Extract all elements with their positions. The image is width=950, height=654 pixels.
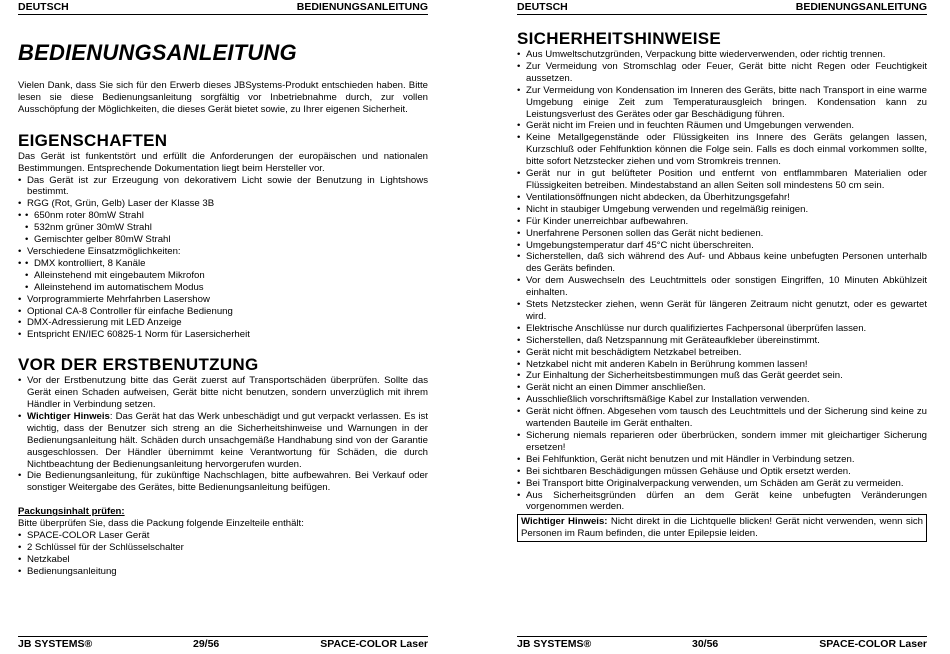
intro-paragraph: Vielen Dank, dass Sie sich für den Erwerb dieses JBSystems-Produkt entschieden haben. Bitte lesen sie diese Bedienungsanleitung sorgfältig vor Inbetriebnahme durch, zur vollen Ausschöpfung der Möglichkeiten, die dieses Gerät bietet sowie, zu Ihrer eigenen Sicherheit. xyxy=(18,80,428,115)
footer-brand: JB SYSTEMS® xyxy=(18,638,93,650)
sublist-modes xyxy=(18,258,428,294)
header-language: DEUTSCH xyxy=(18,1,69,13)
right-content xyxy=(517,29,927,542)
sublist-laser xyxy=(18,210,428,246)
list-item: • Das Gerät ist zur Erzeugung von dekorativem Licht sowie der Benutzung in Lightshows bestimmt. xyxy=(18,175,428,199)
safety-item: • Zur Einhaltung der Sicherheitsbestimmungen muß das Gerät geerdet sein. xyxy=(517,370,927,382)
list-item: • Gemischter gelber 80mW Strahl xyxy=(25,234,428,246)
safety-item: • Sicherung niemals reparieren oder überbrücken, sondern immer mit gleichartiger Sicherung ersetzen! xyxy=(517,430,927,454)
features-intro: Das Gerät ist funkentstört und erfüllt die Anforderungen der europäischen und nationalen Bestimmungen. Entsprechende Dokumentation liegt beim Hersteller vor. xyxy=(18,150,428,174)
list-item-group xyxy=(18,258,428,294)
package-title: Packungsinhalt prüfen: xyxy=(18,506,125,518)
list-item: • Verschiedene Einsatzmöglichkeiten: xyxy=(18,246,428,258)
safety-item: • Unerfahrene Personen sollen das Gerät nicht bedienen. xyxy=(517,228,927,240)
header-doc-title: BEDIENUNGSANLEITUNG xyxy=(795,1,927,13)
list-item: • DMX-Adressierung mit LED Anzeige xyxy=(18,317,428,329)
safety-item: • Gerät nicht im Freien und in feuchten Räumen und Umgebungen verwenden. xyxy=(517,120,927,132)
list-item: • RGG (Rot, Grün, Gelb) Laser der Klasse 3B xyxy=(18,198,428,210)
list-item: • 532nm grüner 30mW Strahl xyxy=(25,222,428,234)
main-title: BEDIENUNGSANLEITUNG xyxy=(18,40,297,65)
list-item: • SPACE-COLOR Laser Gerät xyxy=(18,530,428,542)
safety-item: • Zur Vermeidung von Stromschlag oder Feuer, Gerät bitte nicht Regen oder Feuchtigkeit aussetzen. xyxy=(517,61,927,85)
list-item: • Alleinstehend mit eingebautem Mikrofon xyxy=(25,270,428,282)
warning-text: Nicht direkt in die Lichtquelle blicken! Gerät nicht verwenden, wenn sich Personen im Raum befinden, die unter Epilepsie leiden. xyxy=(521,516,923,540)
safety-item: • Umgebungstemperatur darf 45°C nicht überschreiten. xyxy=(517,240,927,252)
safety-item: • Bei Transport bitte Originalverpackung verwenden, um Schäden am Gerät zu vermeiden. xyxy=(517,478,927,490)
header-language: DEUTSCH xyxy=(517,1,568,13)
page-footer xyxy=(517,636,927,653)
footer-page-number: 30/56 xyxy=(692,638,719,650)
features-list xyxy=(18,175,428,342)
first-use-list xyxy=(18,375,428,494)
safety-item: • Netzkabel nicht mit anderen Kabeln in Berührung kommen lassen! xyxy=(517,359,927,371)
safety-item: • Bei Fehlfunktion, Gerät nicht benutzen und mit Händler in Verbindung setzen. xyxy=(517,454,927,466)
page-header xyxy=(517,0,927,15)
footer-product: SPACE-COLOR Laser xyxy=(320,638,428,650)
safety-item: • Stets Netzstecker ziehen, wenn Gerät für längeren Zeitraum nicht genutzt, oder es gewartet wird. xyxy=(517,299,927,323)
list-item: • Entspricht EN/IEC 60825-1 Norm für Lasersicherheit xyxy=(18,329,428,341)
package-list xyxy=(18,530,428,578)
footer-brand: JB SYSTEMS® xyxy=(517,638,592,650)
list-item: • Optional CA-8 Controller für einfache Bedienung xyxy=(18,306,428,318)
important-text: : Das Gerät hat das Werk unbeschädigt und gut verpackt verlassen. Es ist wichtig, dass der Benutzer sich streng an die Sicherheitshinweise und Warnungen in der Bedienungsanleitung hält. Schäden durch unsachgemäße Handhabung sind von der Garantie ausgeschlossen. Der Händler übernimmt keine Verantwortung für Schäden, die durch Nichtbeachtung der Bedienungsanleitung hervorgerufen wurden. xyxy=(27,410,428,470)
safety-item: • Zur Vermeidung von Kondensation im Inneren des Geräts, bitte nach Transport in eine warme Umgebung einige Zeit zum Temperaturausgleich bringen. Kondensation kann zu Leistungsverlust des Gerätes oder gar Beschädigung führen. xyxy=(517,85,927,121)
safety-heading: SICHERHEITSHINWEISE xyxy=(517,29,722,48)
header-doc-title: BEDIENUNGSANLEITUNG xyxy=(296,1,428,13)
safety-item: • Bei sichtbaren Beschädigungen müssen Gehäuse und Optik ersetzt werden. xyxy=(517,466,927,478)
footer-page-number: 29/56 xyxy=(193,638,220,650)
list-item-group xyxy=(18,210,428,246)
safety-item: • Vor dem Auswechseln des Leuchtmittels oder sonstigen Eingriffen, 10 Minuten Abkühlzeit einhalten. xyxy=(517,275,927,299)
list-item: • Die Bedienungsanleitung, für zukünftige Nachschlagen, bitte aufbewahren. Bei Verkauf oder sonstiger Weitergabe des Gerätes, bitte Bedienungsanleitung beifügen. xyxy=(18,470,428,494)
safety-item: • Ventilationsöffnungen nicht abdecken, da Überhitzungsgefahr! xyxy=(517,192,927,204)
safety-item: • Ausschließlich vorschriftsmäßige Kabel zur Installation verwenden. xyxy=(517,394,927,406)
list-item: • • 650nm roter 80mW Strahl xyxy=(25,210,428,222)
footer-product: SPACE-COLOR Laser xyxy=(819,638,927,650)
list-item-important xyxy=(18,411,428,471)
safety-item: • Gerät nicht mit beschädigtem Netzkabel betreiben. xyxy=(517,347,927,359)
list-item: • Vorprogrammierte Mehrfahrben Lasershow xyxy=(18,294,428,306)
list-item: • Netzkabel xyxy=(18,554,428,566)
package-intro: Bitte überprüfen Sie, dass die Packung folgende Einzelteile enthält: xyxy=(18,518,304,530)
list-item: • • DMX kontrolliert, 8 Kanäle xyxy=(25,258,428,270)
list-item: • 2 Schlüssel für der Schlüsselschalter xyxy=(18,542,428,554)
safety-item: • Gerät nicht öffnen. Abgesehen vom tausch des Leuchtmittels und der Sicherung sind keine zu wartenden Bauteile im Gerät enthalten. xyxy=(517,406,927,430)
left-content xyxy=(18,40,428,578)
safety-item: • Aus Umweltschutzgründen, Verpackung bitte wiederverwenden, oder richtig trennen. xyxy=(517,49,927,61)
right-page xyxy=(517,0,927,654)
safety-item: • Für Kinder unerreichbar aufbewahren. xyxy=(517,216,927,228)
first-use-heading: VOR DER ERSTBENUTZUNG xyxy=(18,355,259,375)
left-page xyxy=(18,0,428,654)
safety-item: • Sicherstellen, daß Netzspannung mit Geräteaufkleber übereinstimmt. xyxy=(517,335,927,347)
safety-item: • Sicherstellen, daß sich während des Auf- und Abbaus keine unbefugten Personen unterhalb des Geräts befinden. xyxy=(517,251,927,275)
safety-item: • Aus Sicherheitsgründen dürfen an dem Gerät keine unbefugten Veränderungen vorgenommen werden. xyxy=(517,490,927,514)
list-item: • Bedienungsanleitung xyxy=(18,566,428,578)
safety-item: • Keine Metallgegenstände oder Flüssigkeiten ins Innere des Geräts gelangen lassen, Kurzschluß oder Fehlfunktion können die Folge sein. Falls es doch einmal vorkommen sollte, bitte sofort Netzstecker ziehen und vom Stromkreis trennen. xyxy=(517,132,927,168)
safety-item: • Gerät nur in gut belüfteter Position und entfernt von entflammbaren Materialien oder Flüssigkeiten betreiben. Mindestabstand an allen Seiten soll mindestens 50 cm sein. xyxy=(517,168,927,192)
safety-item: • Gerät nicht an einen Dimmer anschließen. xyxy=(517,382,927,394)
list-item: • Alleinstehend im automatischem Modus xyxy=(25,282,428,294)
important-label: Wichtiger Hinweis xyxy=(27,410,110,422)
page-footer xyxy=(18,636,428,653)
page-header xyxy=(18,0,428,15)
safety-item: • Nicht in staubiger Umgebung verwenden und regelmäßig reinigen. xyxy=(517,204,927,216)
warning-box xyxy=(517,514,927,542)
list-item: • Vor der Erstbenutzung bitte das Gerät zuerst auf Transportschäden überprüfen. Sollte das Gerät einen Schaden aufweisen, Gerät bitte nicht benutzen, sondern unverzüglich mit ihrem Händler in Verbindung setzen. xyxy=(18,375,428,411)
safety-list xyxy=(517,49,927,513)
safety-item: • Elektrische Anschlüsse nur durch qualifiziertes Fachpersonal überprüfen lassen. xyxy=(517,323,927,335)
features-heading: EIGENSCHAFTEN xyxy=(18,130,168,150)
warning-label: Wichtiger Hinweis: xyxy=(521,516,608,528)
